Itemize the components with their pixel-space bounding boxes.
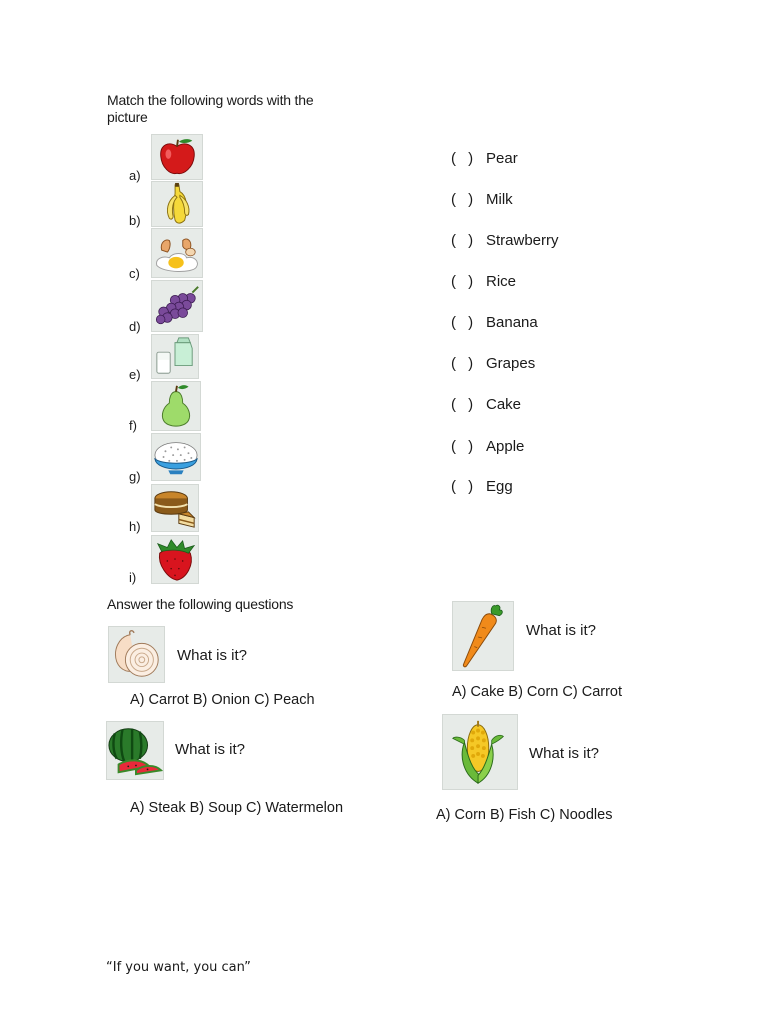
word-label: Grapes [486, 355, 536, 372]
answer-blank[interactable]: ( ) [451, 232, 478, 249]
word-row-grapes [451, 355, 536, 373]
letter-b: b) [129, 213, 141, 228]
word-row-banana [451, 314, 538, 332]
question-3-options[interactable]: A) Cake B) Corn C) Carrot [452, 684, 623, 700]
word-label: Rice [486, 273, 517, 290]
cake-icon [151, 484, 199, 532]
word-row-strawberry [451, 232, 559, 250]
letter-c: c) [129, 266, 140, 281]
question-2-options[interactable]: A) Steak B) Soup C) Watermelon [130, 800, 344, 816]
rice-icon [151, 433, 201, 481]
word-label: Cake [486, 396, 522, 413]
question-1-prompt: What is it? [177, 647, 248, 664]
word-row-cake [451, 396, 522, 414]
match-title-line2: picture [107, 109, 148, 125]
letter-e: e) [129, 367, 141, 382]
egg-icon [151, 228, 203, 278]
letter-a: a) [129, 168, 141, 183]
word-label: Banana [486, 314, 538, 331]
onion-icon [108, 626, 165, 683]
questions-title: Answer the following questions [107, 596, 294, 612]
letter-i: i) [129, 570, 137, 585]
word-row-apple [451, 438, 525, 456]
answer-blank[interactable]: ( ) [451, 438, 478, 455]
question-4-prompt: What is it? [529, 745, 600, 762]
pear-icon [151, 381, 201, 431]
question-2-prompt: What is it? [175, 741, 246, 758]
answer-blank[interactable]: ( ) [451, 191, 478, 208]
question-1-options[interactable]: A) Carrot B) Onion C) Peach [130, 692, 315, 708]
word-row-egg [451, 478, 513, 496]
word-row-rice [451, 273, 517, 291]
letter-h: h) [129, 519, 141, 534]
milk-icon [151, 334, 199, 379]
letter-d: d) [129, 319, 141, 334]
letter-f: f) [129, 418, 137, 433]
match-title [107, 92, 313, 126]
word-label: Apple [486, 438, 525, 455]
strawberry-icon [151, 535, 199, 584]
answer-blank[interactable]: ( ) [451, 150, 478, 167]
answer-blank[interactable]: ( ) [451, 478, 478, 495]
answer-blank[interactable]: ( ) [451, 355, 478, 372]
answer-blank[interactable]: ( ) [451, 314, 478, 331]
match-title-line1: Match the following words with the [107, 92, 314, 108]
word-label: Strawberry [486, 232, 559, 249]
letter-g: g) [129, 469, 141, 484]
question-4-options[interactable]: A) Corn B) Fish C) Noodles [436, 807, 613, 823]
banana-icon [151, 181, 203, 227]
word-label: Pear [486, 150, 518, 167]
word-row-pear [451, 150, 518, 168]
corn-icon [442, 714, 518, 790]
question-3-prompt: What is it? [526, 622, 597, 639]
word-label: Milk [486, 191, 513, 208]
word-row-milk [451, 191, 513, 209]
footer-motto: “If you want, you can” [106, 960, 251, 975]
apple-icon [151, 134, 203, 180]
grapes-icon [151, 280, 203, 332]
answer-blank[interactable]: ( ) [451, 396, 478, 413]
answer-blank[interactable]: ( ) [451, 273, 478, 290]
carrot-icon [452, 601, 514, 671]
watermelon-icon [106, 721, 164, 780]
word-label: Egg [486, 478, 513, 495]
